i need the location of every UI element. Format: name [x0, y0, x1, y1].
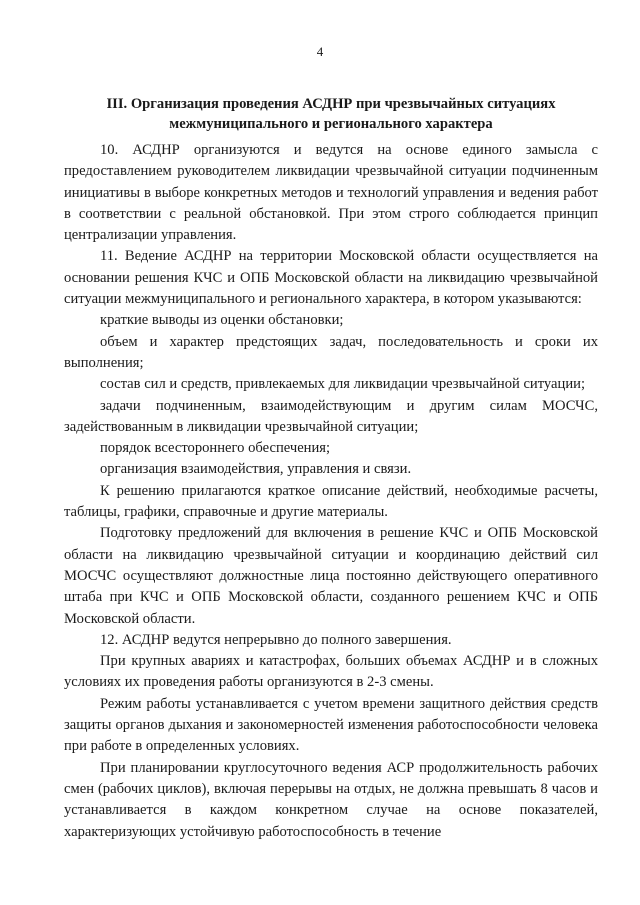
- section-heading: [64, 94, 598, 134]
- paragraph-attachments: К решению прилагаются краткое описание действий, необходимые расчеты, таблицы, графики, справочные и другие материалы.: [64, 482, 598, 521]
- section-heading-line-2: межмуниципального и регионального характера: [169, 116, 493, 132]
- section-heading-line-1: III. Организация проведения АСДНР при чрезвычайных ситуациях: [106, 96, 556, 112]
- list-item: задачи подчиненным, взаимодействующим и другим силам МОСЧС, задействованным в ликвидации чрезвычайной ситуации;: [64, 397, 598, 435]
- paragraph-shifts: При крупных авариях и катастрофах, больших объемах АСДНР и в сложных условиях их проведения работы организуются в 2-3 смены.: [64, 653, 598, 691]
- paragraph-planning: При планировании круглосуточного ведения АСР продолжительность рабочих смен (рабочих циклов), включая перерывы на отдых, не должна превышать 8 часов и устанавливается в каждом конкретном случае на основе показателей, характеризующих устойчивую работоспособность в течение: [64, 759, 598, 840]
- paragraph-work-mode: Режим работы устанавливается с учетом времени защитного действия средств защиты органов дыхания и закономерностей изменения работоспособности человека при работе в определенных условиях.: [64, 695, 598, 755]
- list-item: организация взаимодействия, управления и связи.: [100, 461, 412, 478]
- paragraph-10: 10. АСДНР организуются и ведутся на основе единого замысла с предоставлением руководителем ликвидации чрезвычайной ситуации подчиненным инициативы в выборе конкретных методов и технологий управления и ведения работ в соответствии с реальной обстановкой. При этом строго соблюдается принцип централизации управления.: [64, 142, 598, 244]
- document-body: [64, 140, 598, 843]
- page-number: 4: [316, 44, 324, 59]
- paragraph-preparation: Подготовку предложений для включения в решение КЧС и ОПБ Московской области на ликвидацию чрезвычайной ситуации и координацию действий сил МОСЧС осуществляют должностные лица постоянно действующего оперативного штаба при КЧС и ОПБ Московской области, созданного решением КЧС и ОПБ Московской области.: [64, 525, 598, 627]
- list-item: порядок всестороннего обеспечения;: [100, 440, 331, 457]
- paragraph-12: 12. АСДНР ведутся непрерывно до полного завершения.: [100, 631, 452, 648]
- list-item: объем и характер предстоящих задач, последовательность и сроки их выполнения;: [64, 333, 598, 371]
- list-item: состав сил и средств, привлекаемых для ликвидации чрезвычайной ситуации;: [100, 376, 585, 393]
- paragraph-11: 11. Ведение АСДНР на территории Московской области осуществляется на основании решения КЧС и ОПБ Московской области на ликвидацию чрезвычайной ситуации межмуниципального и регионального характера, в котором указываются:: [64, 248, 598, 308]
- list-item: краткие выводы из оценки обстановки;: [100, 312, 344, 329]
